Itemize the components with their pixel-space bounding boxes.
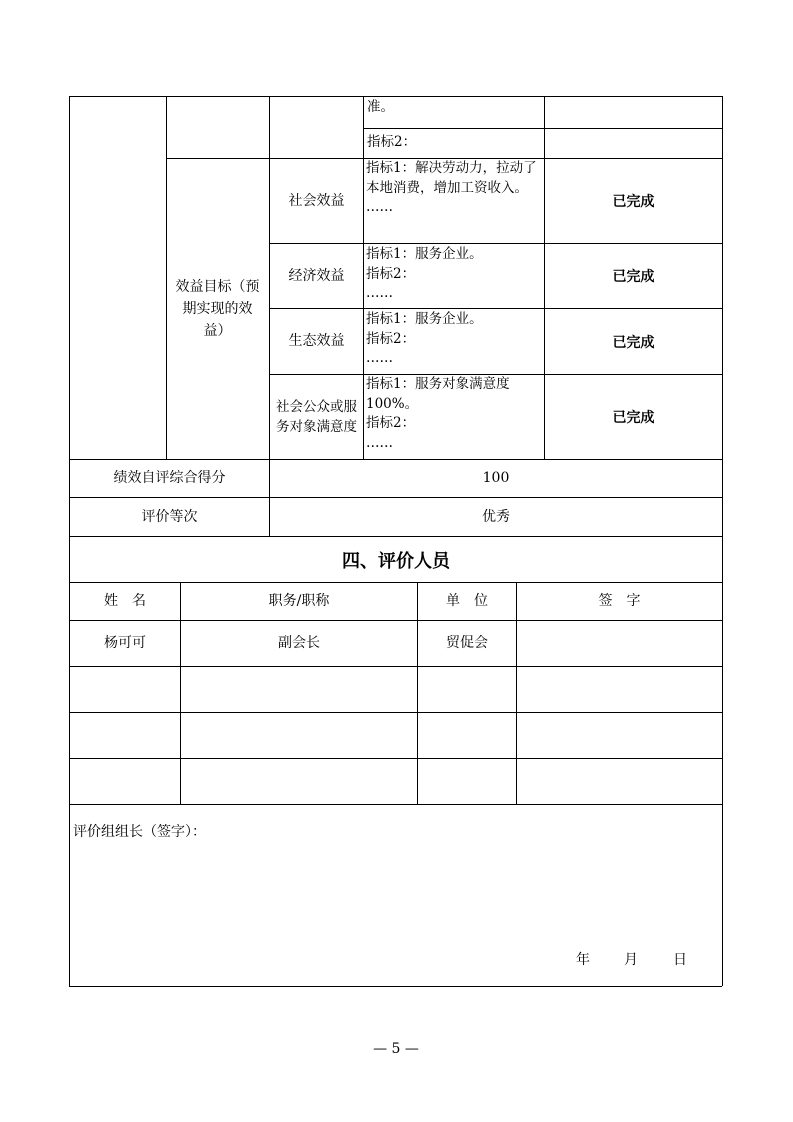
leader-signature-label: 评价组组长（签字）：	[73, 824, 206, 840]
grade-value: 优秀	[482, 508, 510, 525]
header-position: 职务/职称	[268, 593, 330, 609]
grid-line	[69, 758, 722, 759]
table-border-top	[69, 96, 722, 97]
status-completed: 已完成	[612, 410, 655, 426]
page-number: — 5 —	[373, 1041, 419, 1057]
evaluator-unit: 贸促会	[446, 635, 488, 651]
benefit-dimension: 社会效益	[288, 192, 345, 209]
status-completed: 已完成	[612, 194, 655, 210]
evaluator-position: 副会长	[278, 635, 320, 651]
grid-line	[69, 712, 722, 713]
date-day: 日	[673, 952, 687, 968]
header-name: 姓 名	[104, 593, 146, 609]
status-completed: 已完成	[612, 334, 655, 351]
grid-line	[363, 128, 722, 129]
indicator-text: 指标1：解决劳动力，拉动了本地消费，增加工资收入。 ……	[366, 160, 537, 215]
grid-line	[69, 666, 722, 667]
indicator-text: 指标1：服务对象满意度100%。 指标2： ……	[366, 376, 510, 451]
date-month: 月	[624, 952, 638, 968]
indicator-text: 指标2：	[367, 134, 417, 150]
score-label: 绩效自评综合得分	[113, 470, 226, 486]
benefit-target-label: 效益目标（预期实现的效益）	[175, 279, 260, 339]
table-border-bottom	[69, 986, 722, 987]
grade-label: 评价等次	[141, 508, 198, 525]
table-row	[70, 621, 180, 666]
indicator-text: 指标1：服务企业。 指标2： ……	[366, 311, 483, 366]
header-signature: 签 字	[598, 593, 641, 609]
grid-line	[69, 804, 722, 805]
header-unit: 单 位	[446, 593, 488, 609]
section-title: 四、评价人员	[342, 550, 450, 572]
benefit-dimension: 生态效益	[288, 333, 345, 349]
benefit-dimension: 社会公众或服务对象满意度	[276, 399, 357, 435]
table-border-right	[722, 96, 723, 986]
indicator-text: 指标1：服务企业。 指标2： ……	[366, 246, 483, 301]
grid-line	[363, 96, 364, 459]
date-year: 年	[576, 952, 590, 968]
indicator-text: 准。	[367, 99, 394, 115]
benefit-dimension: 经济效益	[288, 267, 345, 284]
evaluator-name: 杨可可	[104, 635, 146, 651]
status-completed: 已完成	[612, 269, 655, 285]
score-value: 100	[482, 470, 510, 486]
